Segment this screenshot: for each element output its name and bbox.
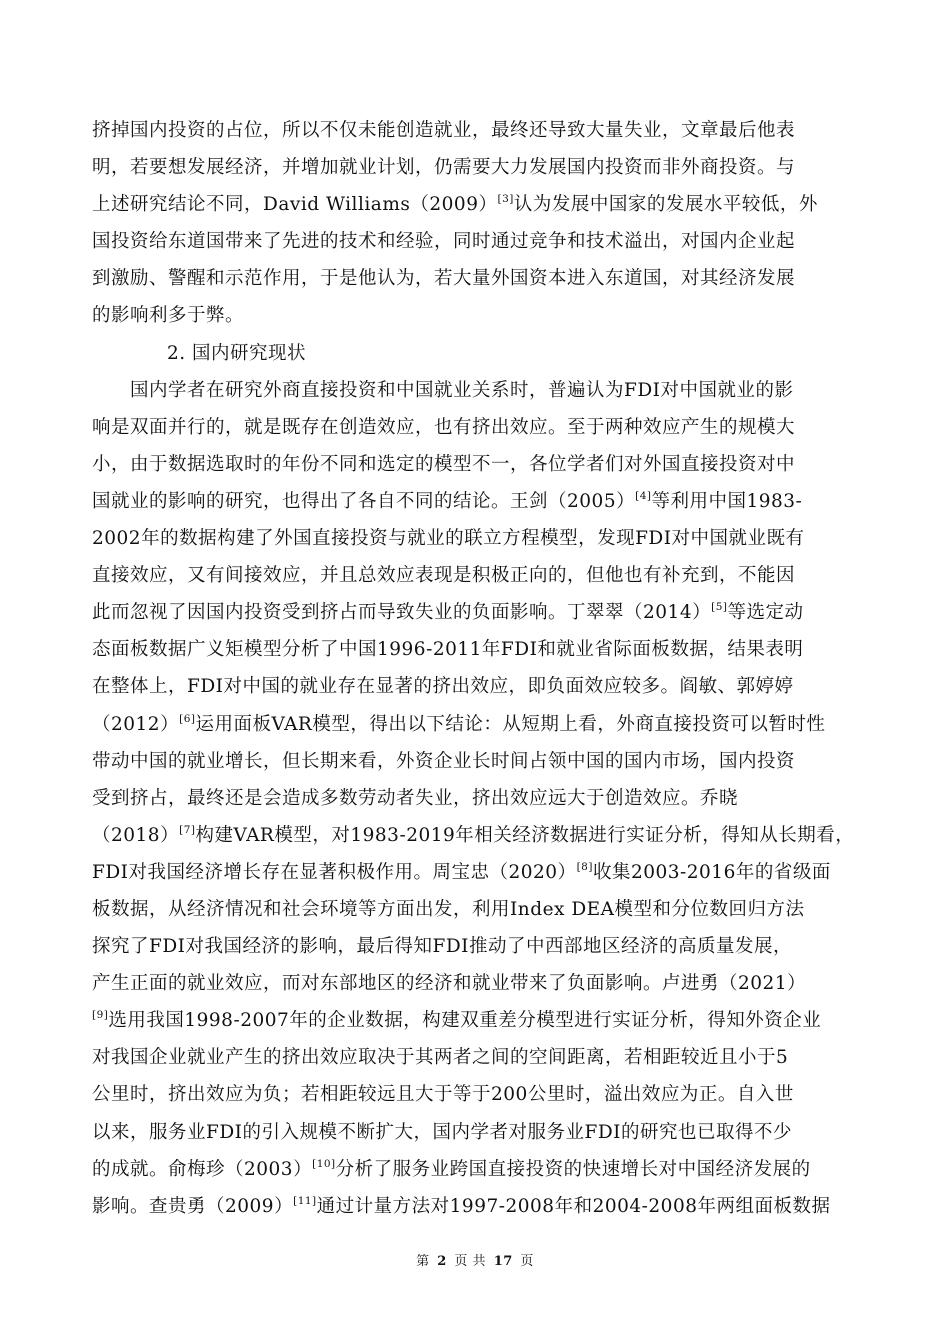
citation-marker: [7] [179,823,196,836]
text-run: 此而忽视了因国内投资受到挤占而导致失业的负面影响。丁翠翠（2014） [92,602,712,624]
text-run: FDI对我国经济增长存在显著积极作用。周宝忠（2020） [92,861,577,883]
citation-marker: [5] [711,601,728,614]
text-line [92,297,862,334]
text-run: 以来，服务业FDI的引入规模不断扩大，国内学者对服务业FDI的研究也已取得不少 [92,1121,792,1143]
text-line [92,1151,862,1188]
footer-total-pages: 17 [493,1254,513,1269]
text-run: 收集2003-2016年的省级面 [592,861,831,883]
citation-marker: [11] [293,1194,317,1207]
text-line [92,743,862,780]
text-run: 上述研究结论不同，David Williams（2009） [92,194,498,216]
text-line [92,706,862,743]
citation-marker: [8] [576,860,593,873]
text-line [92,483,862,520]
text-line [92,780,862,817]
text-line [92,965,862,1002]
text-line [92,186,862,223]
text-run: 影响。查贵勇（2009） [92,1195,294,1217]
text-run: 2. 国内研究现状 [167,342,307,364]
text-line [92,149,862,186]
text-run: （2018） [92,824,180,846]
citation-marker: [4] [635,489,652,502]
body-text [92,112,862,1225]
text-run: 到激励、警醒和示范作用，于是他认为，若大量外国资本进入东道国，对其经济发展 [92,268,796,290]
text-run: 等利用中国1983- [651,490,803,512]
text-run: 国内学者在研究外商直接投资和中国就业关系时，普遍认为FDI对中国就业的影 [130,379,794,401]
citation-marker: [6] [179,712,196,725]
text-run: 通过计量方法对1997-2008年和2004-2008年两组面板数据 [316,1195,831,1217]
text-line [92,854,862,891]
text-run: （2012） [92,713,180,735]
text-run: 国投资给东道国带来了先进的技术和经验，同时通过竞争和技术溢出，对国内企业起 [92,231,796,253]
section-heading [92,335,862,372]
text-run: 对我国企业就业产生的挤出效应取决于其两者之间的空间距离，若相距较近且小于5 [92,1047,789,1069]
text-line [92,1002,862,1039]
text-run: 运用面板VAR模型，得出以下结论：从短期上看，外商直接投资可以暂时性 [195,713,826,735]
footer-page-number: 2 [437,1254,447,1269]
text-run: 选用我国1998-2007年的企业数据，构建双重差分模型进行实证分析，得知外资企业 [108,1010,822,1032]
text-run: 产生正面的就业效应，而对东部地区的经济和就业带来了负面影响。卢进勇（2021） [92,973,807,995]
text-run: 板数据，从经济情况和社会环境等方面出发，利用Index DEA模型和分位数回归方法 [92,898,805,920]
text-line [92,372,862,409]
citation-marker: [3] [497,193,514,206]
paragraph [92,112,862,335]
text-run: 等选定动 [727,602,804,624]
text-run: 受到挤占，最终还是会造成多数劳动者失业，挤出效应远大于创造效应。乔晓 [92,787,739,809]
text-line [92,1076,862,1113]
footer-mid: 页 共 [454,1254,487,1269]
text-line [92,1114,862,1151]
text-run: 小，由于数据选取时的年份不同和选定的模型不一，各位学者们对外国直接投资对中 [92,453,796,475]
footer-prefix: 第 [416,1254,430,1269]
text-run: 分析了服务业跨国直接投资的快速增长对中国经济发展的 [335,1158,811,1180]
text-line [92,1039,862,1076]
text-run: 的影响利多于弊。 [92,305,245,327]
text-line [92,409,862,446]
text-line [92,335,862,372]
text-line [92,817,862,854]
text-run: 的成就。俞梅珍（2003） [92,1158,313,1180]
text-run: 挤掉国内投资的占位，所以不仅未能创造就业，最终还导致大量失业，文章最后他表 [92,120,796,141]
text-line [92,928,862,965]
text-line [92,594,862,631]
text-run: 明，若要想发展经济，并增加就业计划，仍需要大力发展国内投资而非外商投资。与 [92,157,796,179]
text-line [92,112,862,149]
text-run: 探究了FDI对我国经济的影响，最后得知FDI推动了中西部地区经济的高质量发展， [92,936,792,958]
text-run: 带动中国的就业增长，但长期来看，外资企业长时间占领中国的国内市场，国内投资 [92,750,796,772]
text-run: 在整体上，FDI对中国的就业存在显著的挤出效应，即负面效应较多。阎敏、郭婷婷 [92,676,794,698]
text-line [92,223,862,260]
citation-marker: [10] [312,1157,336,1170]
text-run: 国就业的影响的研究，也得出了各自不同的结论。王剑（2005） [92,490,636,512]
paragraph [92,372,862,1225]
text-line [92,520,862,557]
text-line [92,446,862,483]
text-line [92,557,862,594]
text-line [92,631,862,668]
text-run: 响是双面并行的，就是既存在创造效应，也有挤出效应。至于两种效应产生的规模大 [92,416,796,438]
text-run: 2002年的数据构建了外国直接投资与就业的联立方程模型，发现FDI对中国就业既有 [92,528,805,550]
text-run: 直接效应，又有间接效应，并且总效应表现是积极正向的，但他也有补充到，不能因 [92,565,796,587]
text-run: 公里时，挤出效应为负；若相距较远且大于等于200公里时，溢出效应为正。自入世 [92,1084,794,1106]
text-line [92,1188,862,1225]
text-line [92,891,862,928]
footer-suffix: 页 [520,1254,534,1269]
text-line [92,668,862,705]
citation-marker: [9] [92,1009,109,1022]
text-run: 认为发展中国家的发展水平较低，外 [513,194,818,216]
text-run: 态面板数据广义矩模型分析了中国1996-2011年FDI和就业省际面板数据，结果表明 [92,639,804,661]
page-footer [0,1250,950,1269]
text-line [92,260,862,297]
text-run: 构建VAR模型，对1983-2019年相关经济数据进行实证分析，得知从长期看， [195,824,855,846]
